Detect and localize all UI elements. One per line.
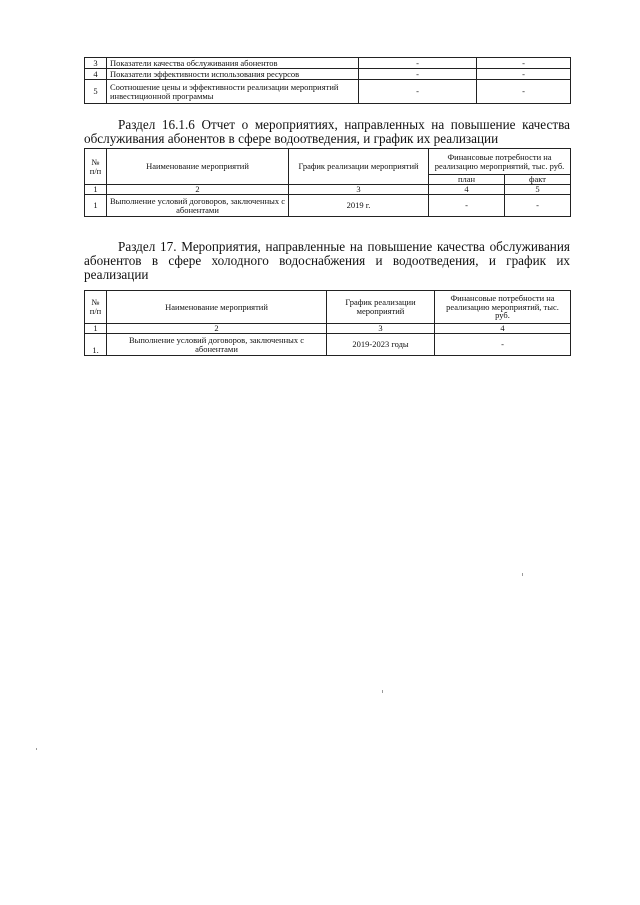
table-row xyxy=(85,80,571,104)
header-schedule: График реализации мероприятий xyxy=(289,149,429,185)
fact-value: - xyxy=(477,80,571,104)
table-row xyxy=(85,69,571,80)
header-schedule: График реализации мероприятий xyxy=(327,291,435,324)
schedule-value: 2019 г. xyxy=(289,195,429,217)
indicator-name: Показатели качества обслуживания абонентов xyxy=(107,58,359,69)
indicator-name: Соотношение цены и эффективности реализации мероприятий инвестиционной программы xyxy=(107,80,359,104)
report-table xyxy=(84,148,571,217)
table-row xyxy=(85,195,571,217)
header-finance: Финансовые потребности на реализацию мероприятий, тыс. руб. xyxy=(435,291,571,324)
row-number: 1. xyxy=(85,334,107,356)
indicators-table xyxy=(84,57,571,104)
measures-table xyxy=(84,290,571,356)
index-row: 1 2 3 4 xyxy=(85,324,571,334)
fact-value: - xyxy=(477,69,571,80)
header-name: Наименование мероприятий xyxy=(107,291,327,324)
scan-speck xyxy=(382,690,383,693)
row-number: 1 xyxy=(85,195,107,217)
plan-value: - xyxy=(359,80,477,104)
fact-value: - xyxy=(505,195,571,217)
row-number: 4 xyxy=(85,69,107,80)
scan-speck xyxy=(522,573,523,576)
section-heading-16-1-6: Раздел 16.1.6 Отчет о мероприятиях, направленных на повышение качества обслуживания абонентов в сфере водоотведения, и график их реализации xyxy=(84,117,570,146)
plan-value: - xyxy=(359,58,477,69)
schedule-value: 2019-2023 годы xyxy=(327,334,435,356)
section-heading-17: Раздел 17. Мероприятия, направленные на повышение качества обслуживания абонентов в сфере холодного водоснабжения и водоотведения, и график их реализации xyxy=(84,239,570,282)
plan-value: - xyxy=(359,69,477,80)
row-number: 3 xyxy=(85,58,107,69)
table-row xyxy=(85,334,571,356)
indicator-name: Показатели эффективности использования ресурсов xyxy=(107,69,359,80)
header-row xyxy=(85,291,571,324)
plan-value: - xyxy=(429,195,505,217)
header-number: № п/п xyxy=(85,149,107,185)
measure-name: Выполнение условий договоров, заключенных с абонентами xyxy=(107,334,327,356)
header-name: Наименование мероприятий xyxy=(107,149,289,185)
scan-speck xyxy=(36,748,37,750)
row-number: 5 xyxy=(85,80,107,104)
measure-name: Выполнение условий договоров, заключенных с абонентами xyxy=(107,195,289,217)
header-row xyxy=(85,149,571,175)
finance-value: - xyxy=(435,334,571,356)
header-plan: план xyxy=(429,175,505,185)
fact-value: - xyxy=(477,58,571,69)
header-fact: факт xyxy=(505,175,571,185)
header-number: № п/п xyxy=(85,291,107,324)
header-finance: Финансовые потребности на реализацию мероприятий, тыс. руб. xyxy=(429,149,571,175)
table-row xyxy=(85,58,571,69)
index-row: 1 2 3 4 5 xyxy=(85,185,571,195)
